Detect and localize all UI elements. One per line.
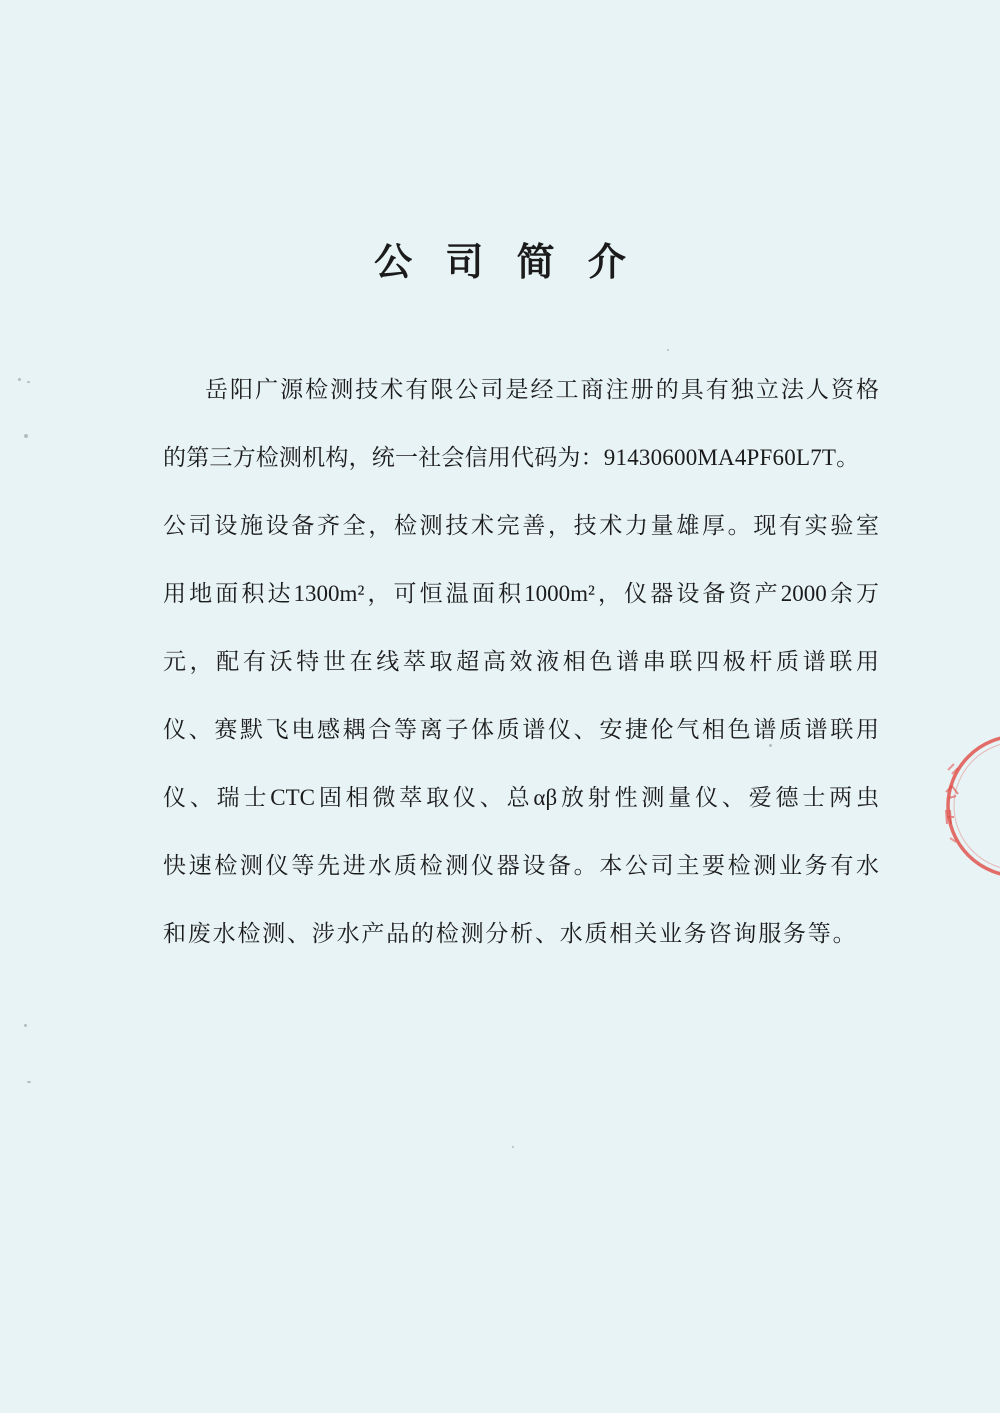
paragraph-line: 仪、瑞士CTC固相微萃取仪、总αβ放射性测量仪、爱德士两虫 xyxy=(163,785,879,810)
paragraph-line: 仪、赛默飞电感耦合等离子体质谱仪、安捷伦气相色谱质谱联用 xyxy=(163,717,879,742)
paragraph-line: 用地面积达1300m²，可恒温面积1000m²，仪器设备资产2000余万 xyxy=(163,581,879,606)
paragraph-line: 元，配有沃特世在线萃取超高效液相色谱串联四极杆质谱联用 xyxy=(163,649,879,674)
paragraph-line: 岳阳广源检测技术有限公司是经工商注册的具有独立法人资格 xyxy=(205,377,879,402)
paragraph-line: 快速检测仪等先进水质检测仪器设备。本公司主要检测业务有水 xyxy=(163,853,879,878)
company-intro-paragraph xyxy=(163,356,879,968)
paragraph-line: 的第三方检测机构，统一社会信用代码为：91430600MA4PF60L7T。 xyxy=(163,445,860,470)
seal-inner-ring xyxy=(954,742,1000,870)
paragraph-line: 和废水检测、涉水产品的检测分析、水质相关业务咨询服务等。 xyxy=(163,921,858,946)
document-title: 公 司 简 介 xyxy=(374,240,636,284)
scan-speck xyxy=(512,1146,514,1148)
scan-speck xyxy=(24,434,28,438)
scan-speck xyxy=(18,378,21,381)
paragraph-line: 公司设施设备齐全，检测技术完善，技术力量雄厚。现有实验室 xyxy=(163,513,879,538)
seal-ring xyxy=(948,736,1000,876)
seal-stamp xyxy=(938,730,1000,880)
scan-speck xyxy=(667,349,669,351)
scan-speck xyxy=(27,381,30,383)
scan-speck xyxy=(769,744,772,747)
scan-speck xyxy=(24,1024,27,1027)
scan-speck xyxy=(27,1081,31,1083)
